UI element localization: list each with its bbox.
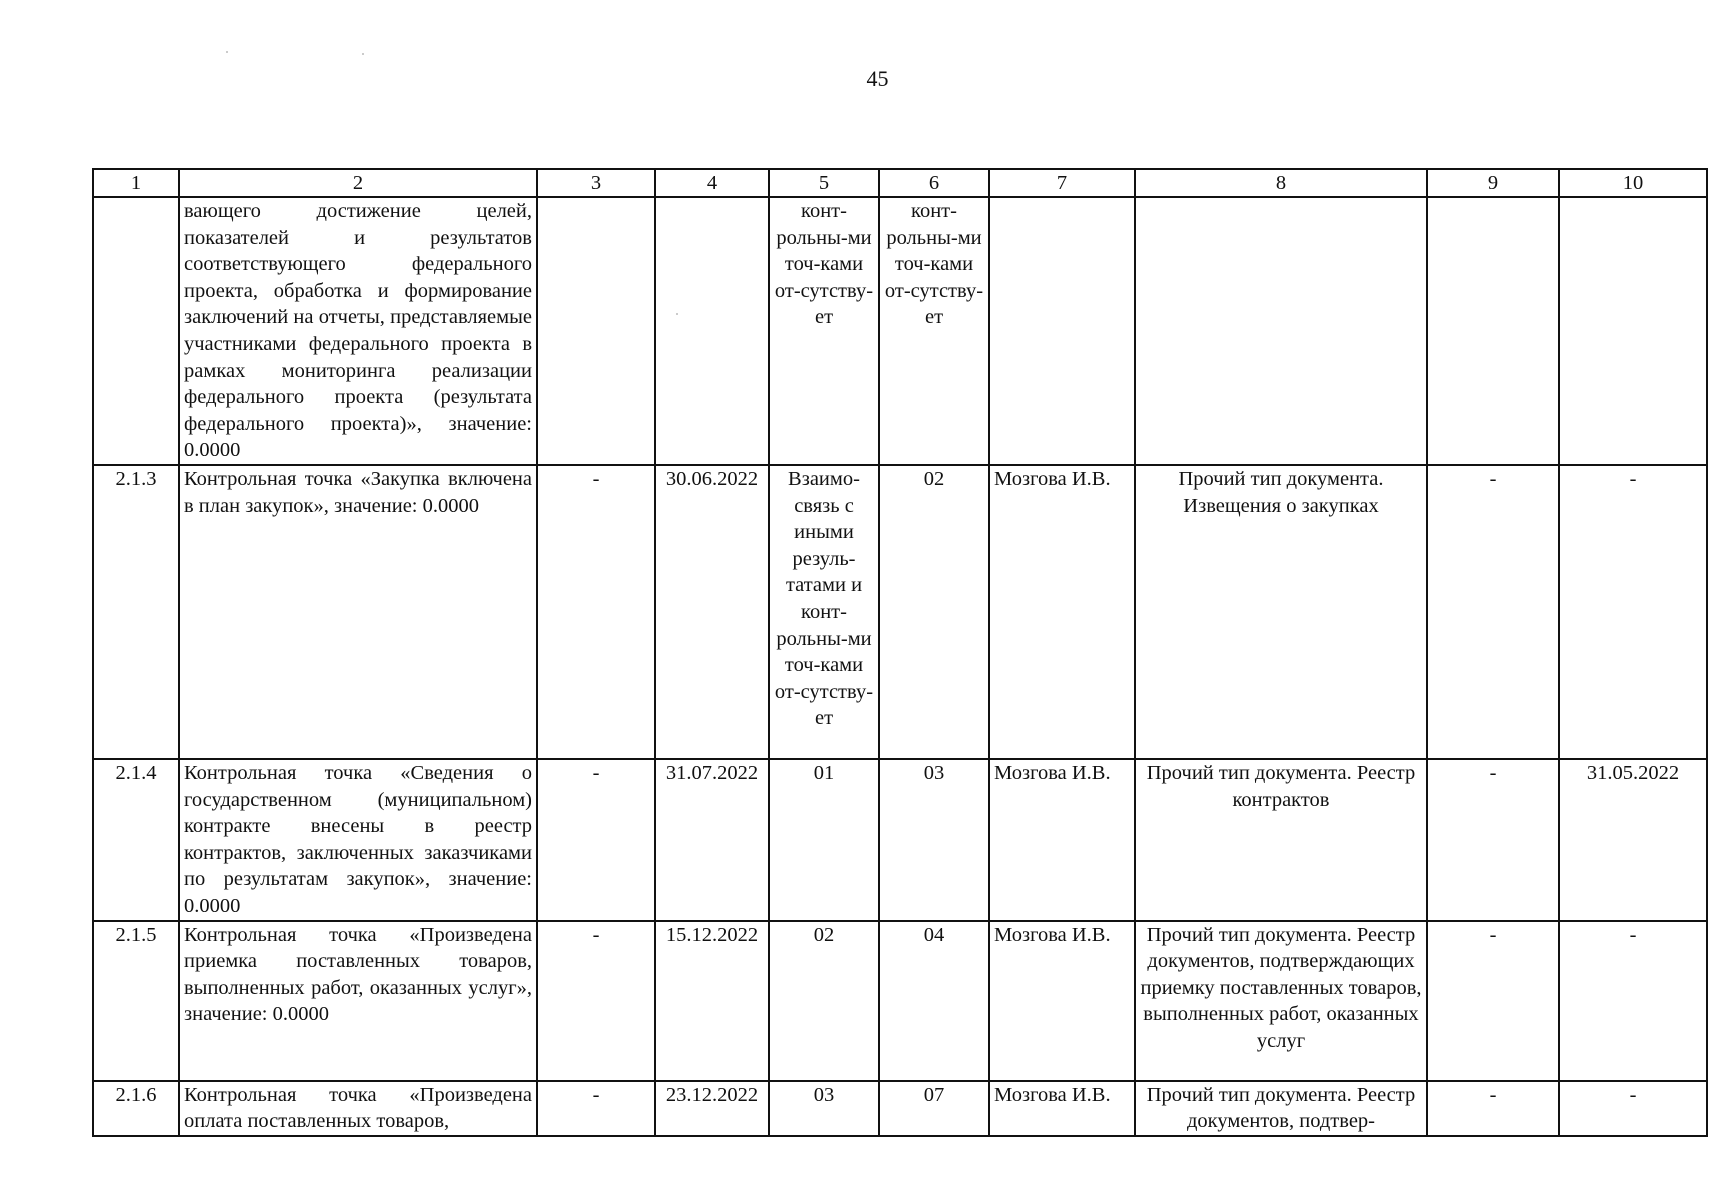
column-header: 6 [879, 169, 989, 197]
cell-col6: 03 [879, 759, 989, 921]
table-row [93, 921, 1707, 1081]
cell-relation: 02 [769, 921, 879, 1081]
cell-col6: 07 [879, 1081, 989, 1136]
cell-date: 23.12.2022 [655, 1081, 769, 1136]
column-header: 3 [537, 169, 655, 197]
column-header: 9 [1427, 169, 1559, 197]
cell-col3 [537, 197, 655, 465]
cell-description: Контрольная точка «Произведена оплата поставленных товаров, [179, 1081, 537, 1136]
cell-document: Прочий тип документа. Реестр документов, подтвер- [1135, 1081, 1427, 1136]
cell-relation: 03 [769, 1081, 879, 1136]
table-row [93, 465, 1707, 759]
header-row [93, 169, 1707, 197]
cell-responsible [989, 197, 1135, 465]
cell-number: 2.1.6 [93, 1081, 179, 1136]
table-row [93, 759, 1707, 921]
scan-speck [362, 53, 364, 55]
cell-col10: - [1559, 921, 1707, 1081]
cell-date: 31.07.2022 [655, 759, 769, 921]
cell-col10 [1559, 197, 1707, 465]
cell-document: Прочий тип документа. Реестр документов, подтверждающих приемку поставленных товаров, выполненных работ, оказанных услуг [1135, 921, 1427, 1081]
cell-description: Контрольная точка «Закупка включена в план закупок», значение: 0.0000 [179, 465, 537, 759]
cell-col6: конт-рольны-ми точ-ками от-сутству-ет [879, 197, 989, 465]
page-number: 45 [866, 66, 889, 91]
cell-document: Прочий тип документа. Реестр контрактов [1135, 759, 1427, 921]
cell-col6: 02 [879, 465, 989, 759]
table-row [93, 1081, 1707, 1136]
cell-responsible: Мозгова И.В. [989, 921, 1135, 1081]
column-header: 4 [655, 169, 769, 197]
column-header: 7 [989, 169, 1135, 197]
column-header: 8 [1135, 169, 1427, 197]
column-header: 2 [179, 169, 537, 197]
table-row [93, 197, 1707, 465]
scan-speck [226, 51, 228, 53]
cell-col3: - [537, 759, 655, 921]
column-header: 10 [1559, 169, 1707, 197]
cell-description: вающего достижение целей, показателей и результатов соответствующего федерального проекта, обработка и формирование заключений на отчеты, представляемые участниками федерального проекта в рамках мониторинга реализации федерального проекта (результата федерального проекта)», значение: 0.0000 [179, 197, 537, 465]
cell-relation: конт-рольны-ми точ-ками от-сутству-ет [769, 197, 879, 465]
cell-relation: 01 [769, 759, 879, 921]
cell-col3: - [537, 1081, 655, 1136]
cell-date [655, 197, 769, 465]
cell-col9: - [1427, 1081, 1559, 1136]
cell-col9: - [1427, 465, 1559, 759]
cell-number: 2.1.3 [93, 465, 179, 759]
cell-date: 30.06.2022 [655, 465, 769, 759]
cell-number: 2.1.5 [93, 921, 179, 1081]
cell-document [1135, 197, 1427, 465]
cell-number: 2.1.4 [93, 759, 179, 921]
column-header: 5 [769, 169, 879, 197]
report-table [92, 168, 1708, 1137]
cell-responsible: Мозгова И.В. [989, 759, 1135, 921]
cell-col9 [1427, 197, 1559, 465]
cell-relation: Взаимо-связь с иными резуль-татами и конт-рольны-ми точ-ками от-сутству-ет [769, 465, 879, 759]
cell-description: Контрольная точка «Сведения о государственном (муниципальном) контракте внесены в реестр контрактов, заключенных заказчиками по результатам закупок», значение: 0.0000 [179, 759, 537, 921]
cell-col3: - [537, 921, 655, 1081]
cell-col10: - [1559, 465, 1707, 759]
column-header: 1 [93, 169, 179, 197]
cell-col3: - [537, 465, 655, 759]
cell-responsible: Мозгова И.В. [989, 465, 1135, 759]
cell-col9: - [1427, 921, 1559, 1081]
cell-col6: 04 [879, 921, 989, 1081]
cell-number [93, 197, 179, 465]
cell-responsible: Мозгова И.В. [989, 1081, 1135, 1136]
cell-col9: - [1427, 759, 1559, 921]
cell-date: 15.12.2022 [655, 921, 769, 1081]
cell-document: Прочий тип документа. Извещения о закупках [1135, 465, 1427, 759]
cell-col10: - [1559, 1081, 1707, 1136]
cell-description: Контрольная точка «Произведена приемка поставленных товаров, выполненных работ, оказанных услуг», значение: 0.0000 [179, 921, 537, 1081]
cell-col10: 31.05.2022 [1559, 759, 1707, 921]
